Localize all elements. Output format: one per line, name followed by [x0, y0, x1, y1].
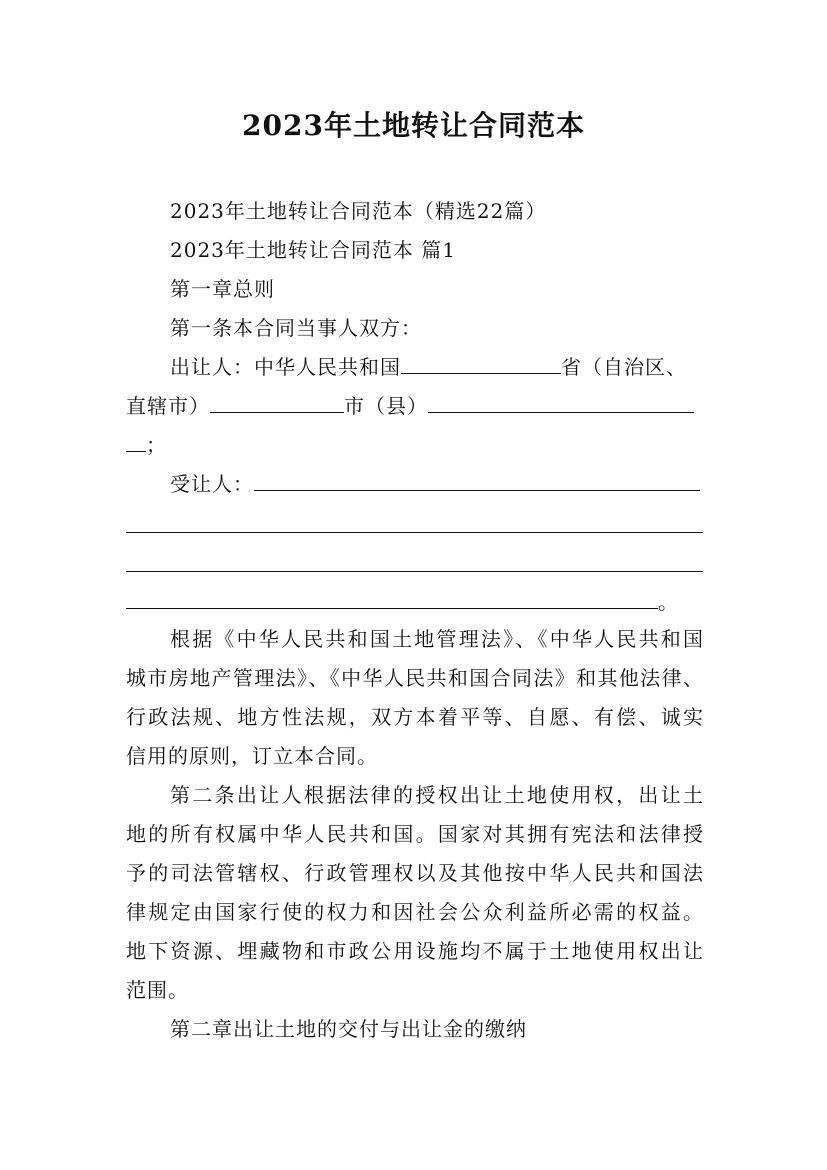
paragraph-2-line-4: 律规定由国家行使的权力和因社会公众利益所必需的权益。	[126, 900, 704, 924]
paragraph-1-line-4: 信用的原则，订立本合同。	[126, 744, 378, 768]
grantor-line	[170, 355, 704, 379]
grantor-end-mark: ；	[146, 433, 167, 457]
grantee-line	[170, 472, 704, 496]
subtitle-line: 2023年土地转让合同范本（精选22篇）	[170, 199, 547, 223]
grantor-end-line	[126, 433, 704, 457]
paragraph-1-line-1: 根据《中华人民共和国土地管理法》、《中华人民共和国	[170, 627, 704, 651]
chapter-1-heading: 第一章总则	[170, 277, 275, 301]
grantee-rule-2	[126, 571, 703, 572]
paragraph-2-line-5: 地下资源、埋藏物和市政公用设施均不属于土地使用权出让	[126, 939, 704, 963]
paragraph-1-line-2: 城市房地产管理法》、《中华人民共和国合同法》和其他法律、	[126, 666, 704, 690]
grantee-end-line	[126, 590, 704, 614]
city-blank	[210, 395, 344, 413]
grantor-city-prefix: 直辖市）	[126, 394, 210, 418]
paragraph-2-line-3: 予的司法管辖权、行政管理权以及其他按中华人民共和国法	[126, 861, 704, 885]
grantee-rule-1	[126, 532, 703, 533]
paragraph-2-line-6: 范围。	[126, 978, 189, 1002]
paragraph-2-line-1: 第二条出让人根据法律的授权出让土地使用权，出让土	[170, 783, 704, 807]
grantee-blank	[254, 473, 700, 491]
grantor-city-label: 市（县）	[344, 394, 428, 418]
grantee-label: 受让人：	[170, 472, 254, 496]
paragraph-1-line-3: 行政法规、地方性法规，双方本着平等、自愿、有偿、诚实	[126, 705, 704, 729]
article-heading: 2023年土地转让合同范本 篇1	[170, 238, 456, 262]
paragraph-2-line-2: 地的所有权属中华人民共和国。国家对其拥有宪法和法律授	[126, 822, 704, 846]
county-blank	[428, 395, 694, 413]
grantor-label: 出让人：中华人民共和国	[170, 355, 401, 379]
grantor-province-label: 省（自治区、	[561, 355, 687, 379]
grantee-rule-3	[126, 591, 658, 609]
grantor-city-line	[126, 394, 704, 418]
article-1-line: 第一条本合同当事人双方：	[170, 316, 422, 340]
province-blank	[401, 356, 561, 374]
document-title: 2023年土地转让合同范本	[242, 109, 585, 142]
county-blank-continued	[126, 434, 146, 452]
chapter-2-heading: 第二章出让土地的交付与出让金的缴纳	[170, 1017, 527, 1041]
grantee-end-mark: 。	[658, 590, 679, 614]
